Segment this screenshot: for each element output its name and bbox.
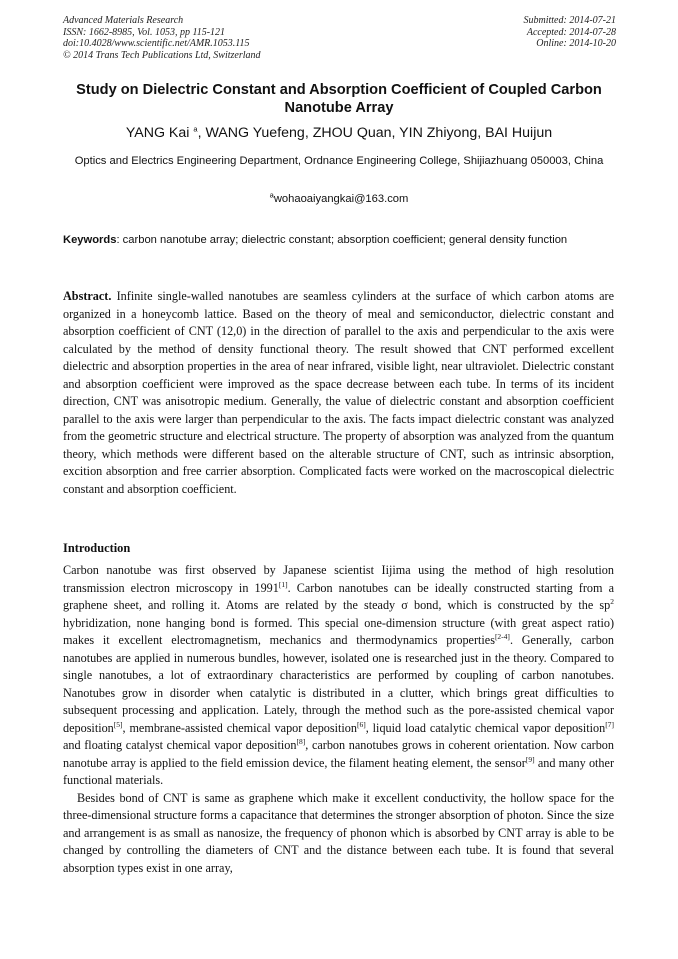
citation-8[interactable]: [8] — [296, 736, 306, 746]
affiliation: Optics and Electrics Engineering Department, Ordnance Engineering College, Shijiazhuang 050003, China — [74, 155, 604, 167]
abstract — [63, 288, 614, 498]
intro-paragraph-1 — [63, 562, 614, 790]
email-mark: a — [269, 190, 274, 200]
doi-line: doi:10.4028/www.scientific.net/AMR.1053.115 — [63, 38, 250, 49]
paper-title: Study on Dielectric Constant and Absorption Coefficient of Coupled Carbon Nanotube Array — [76, 82, 602, 116]
journal-name: Advanced Materials Research — [63, 15, 184, 26]
email-address: wohaoaiyangkai@163.com — [273, 193, 409, 205]
text-run: Carbon nanotube was first observed by Japanese scientist Iijima using the method of high resolution transmission electron microscopy in 1991 — [63, 563, 614, 595]
first-author: YANG Kai — [125, 125, 190, 141]
introduction-body — [63, 562, 614, 877]
text-run: . Carbon nanotubes can be ideally constructed starting from a graphene sheet, and rolling it. Atoms are related by the steady σ bond, which is constructed by the sp — [63, 580, 614, 612]
author-affil-mark: a — [193, 124, 198, 134]
accepted-date: Accepted: 2014-07-28 — [526, 26, 616, 38]
submitted-date: Submitted: 2014-07-21 — [523, 15, 616, 26]
copyright-line: © 2014 Trans Tech Publications Ltd, Switzerland — [63, 49, 261, 61]
abstract-text: Infinite single-walled nanotubes are seamless cylinders at the surface of which carbon atoms are organized in a honeycomb lattice. Based on the theory of meal and semiconductor, dielectric constant and absorption coefficient of CNT (12,0) in the direction of parallel to the axis and perpendicular to the axis were calculated by the method of density functional theory. The result showed that CNT performed excellent dielectric and absorption properties in the area of near infrared, visible light, near ultraviolet. Dielectric constant and absorption coefficient were improved as the space decrease between each tube. In terms of its incident direction, CNT was anisotropic medium. Generally, the value of dielectric constant and absorption coefficient parallel to the axis were larger than perpendicular to the axis. The facts impact dielectric constant was analyzed from the geometric structure and electrical structure. The property of absorption was analyzed from the quantum theory, which methods were different based on the alterable structure of CNT, such as intrinsic absorption, excition absorption and free carrier absorption. Complicated facts were worked on the macroscopical dielectric constant and absorption coefficient. — [63, 289, 614, 496]
citation-2-4[interactable]: [2-4] — [494, 631, 510, 641]
keywords-text: : carbon nanotube array; dielectric constant; absorption coefficient; general density function — [116, 234, 568, 246]
citation-5[interactable]: [5] — [113, 719, 123, 729]
journal-info — [63, 15, 393, 61]
other-authors: , WANG Yuefeng, ZHOU Quan, YIN Zhiyong, BAI Huijun — [197, 125, 553, 141]
citation-1[interactable]: [1] — [278, 579, 288, 589]
contact-email — [60, 191, 618, 207]
author-list — [40, 124, 638, 142]
issn-line: ISSN: 1662-8985, Vol. 1053, pp 115-121 — [63, 26, 226, 38]
abstract-label: Abstract. — [63, 289, 112, 303]
text-run: . Generally, carbon nanotubes are applied in numerous bundles, however, isolated one is researched just in the theory. Compared to single nanotubes, a lot of extraordinary characteristics are performed by coupling of carbon nanotubes. Nanotubes grow in disorder when catalytic is distributed in a clutter, which brings great difficulties to subsequent processing and application. Lately, through the method such as the pore-assisted chemical vapor deposition — [63, 633, 614, 735]
text-run: and many other functional materials. — [63, 755, 614, 787]
online-date: Online: 2014-10-20 — [536, 38, 616, 49]
keywords — [63, 232, 614, 249]
text-run: , membrane-assisted chemical vapor deposition — [122, 720, 357, 735]
superscript-2: 2 — [610, 596, 614, 606]
citation-7[interactable]: [7] — [605, 719, 614, 729]
text-run: and floating catalyst chemical vapor deposition — [63, 738, 297, 752]
text-run: , carbon nanotubes grows in coherent orientation. Now carbon nanotube array is applied to the field emission device, the filament heating element, the sensor — [63, 738, 614, 770]
section-heading-introduction: Introduction — [63, 541, 131, 555]
text-run: , liquid load catalytic chemical vapor deposition — [365, 720, 606, 735]
keywords-label: Keywords — [63, 234, 117, 246]
citation-6[interactable]: [6] — [357, 719, 366, 729]
citation-9[interactable]: [9] — [525, 754, 535, 764]
publication-dates — [416, 15, 616, 50]
text-run: hybridization, none hanging bond is formed. This special one-dimension structure (with great aspect ratio) makes it excellent electromagnetism, mechanics and thermodynamics properties — [63, 615, 614, 647]
intro-paragraph-2: Besides bond of CNT is same as graphene which make it excellent conductivity, the hollow space for the three-dimensional structure forms a capacitance that determines the stronger absorption of photon. Since the size and arrangement is as small as nanosize, the frequency of phonon which is absorbed by CNT array is able to be changed by controlling the diameters of CNT and the distance between each tube. It is found that several absorption types exist in one array, — [63, 790, 614, 875]
